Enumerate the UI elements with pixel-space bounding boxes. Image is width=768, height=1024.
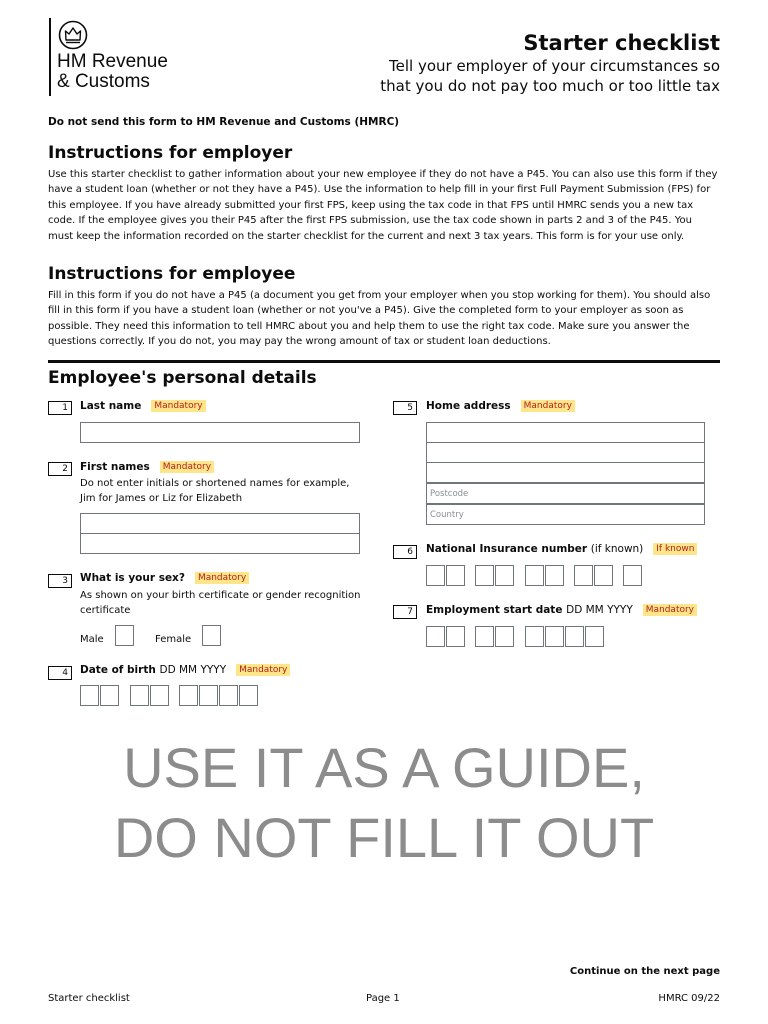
start-date-year-digit[interactable] — [565, 626, 584, 647]
sex-label — [80, 572, 249, 584]
employee-instructions-heading: Instructions for employee — [48, 264, 296, 284]
mandatory-badge: Mandatory — [236, 664, 290, 676]
male-checkbox[interactable] — [115, 625, 134, 646]
mandatory-badge: Mandatory — [521, 400, 575, 412]
ni-number-char[interactable] — [623, 565, 642, 586]
first-names-hint: Do not enter initials or shortened names for example, Jim for James or Liz for Elizabeth — [80, 478, 350, 504]
employment-start-date-label-text: Employment start date — [426, 604, 563, 616]
dob-year-digit[interactable] — [199, 685, 218, 706]
postcode-input[interactable]: Postcode — [426, 483, 705, 504]
watermark-line-1: USE IT AS A GUIDE, — [123, 736, 645, 799]
question-number-2: 2 — [48, 462, 72, 476]
ni-number-qualifier: (if known) — [590, 543, 644, 555]
if-known-badge: If known — [653, 543, 697, 555]
last-name-label-text: Last name — [80, 400, 142, 412]
employment-start-date-label — [426, 604, 697, 616]
dob-year-digit[interactable] — [179, 685, 198, 706]
sex-hint: As shown on your birth certificate or gender recognition certificate — [80, 590, 361, 616]
continue-next-page: Continue on the next page — [569, 966, 720, 977]
last-name-input[interactable] — [80, 422, 360, 443]
employee-instructions-text: Fill in this form if you do not have a P45 (a document you get from your employer when you stop working for them). You should also fill in this form if you have a student loan (whether or not you've a P45). Give the completed form to your employer as soon as possible. They need this information to tell HMRC about you and help them to use the right tax code. Make sure you answer the questions correctly. If you do not, you may pay the wrong amount of tax or student loan deductions. — [48, 290, 711, 348]
question-number-1: 1 — [48, 401, 72, 415]
first-names-label-text: First names — [80, 461, 150, 473]
footer-form-name: Starter checklist — [48, 993, 130, 1004]
mandatory-badge: Mandatory — [151, 400, 205, 412]
female-option-label: Female — [155, 634, 192, 645]
female-checkbox[interactable] — [202, 625, 221, 646]
last-name-label — [80, 400, 206, 412]
dob-year-digit[interactable] — [219, 685, 238, 706]
ni-number-label-text: National Insurance number — [426, 543, 588, 555]
start-date-year-digit[interactable] — [545, 626, 564, 647]
ni-number-label — [426, 543, 697, 555]
personal-details-heading: Employee's personal details — [48, 368, 317, 388]
date-of-birth-label — [80, 664, 290, 676]
logo-rule — [49, 18, 51, 96]
male-option-label: Male — [80, 634, 104, 645]
footer-page-number: Page 1 — [366, 993, 400, 1004]
address-line-3-input[interactable] — [426, 462, 705, 483]
first-names-label — [80, 461, 214, 473]
hmrc-logo-text: HM Revenue & Customs — [57, 51, 168, 92]
question-number-7: 7 — [393, 605, 417, 619]
mandatory-badge: Mandatory — [195, 572, 249, 584]
footer-form-code: HMRC 09/22 — [658, 993, 720, 1004]
ni-number-char[interactable] — [426, 565, 445, 586]
ni-number-char[interactable] — [574, 565, 593, 586]
question-number-5: 5 — [393, 401, 417, 415]
start-date-month-digit[interactable] — [475, 626, 494, 647]
dob-month-digit[interactable] — [150, 685, 169, 706]
address-line-1-input[interactable] — [426, 422, 705, 443]
sex-label-text: What is your sex? — [80, 572, 185, 584]
ni-number-char[interactable] — [446, 565, 465, 586]
dob-day-digit[interactable] — [100, 685, 119, 706]
question-number-6: 6 — [393, 545, 417, 559]
employer-instructions-text: Use this starter checklist to gather information about your new employee if they do not have a P45. You can also use this form if they have a student loan (whether or not they have a P45). Use the information to help fill in your first Full Payment Submission (FPS) for this employee. If you have already submitted your first FPS, keep using the tax code in that FPS until HMRC sends you a new tax code. If the employee gives you their P45 after the first FPS submission, use the tax code shown in parts 2 and 3 of the P45. You must keep the information recorded on the starter checklist for the current and next 3 tax years. This form is for your use only. — [48, 169, 718, 242]
first-names-input-line-2[interactable] — [80, 533, 360, 554]
ni-number-char[interactable] — [495, 565, 514, 586]
employment-start-date-format: DD MM YYYY — [566, 604, 633, 616]
start-date-day-digit[interactable] — [446, 626, 465, 647]
dob-month-digit[interactable] — [130, 685, 149, 706]
first-names-input-line-1[interactable] — [80, 513, 360, 534]
do-not-send-notice: Do not send this form to HM Revenue and Customs (HMRC) — [48, 116, 400, 128]
start-date-day-digit[interactable] — [426, 626, 445, 647]
question-number-3: 3 — [48, 574, 72, 588]
start-date-year-digit[interactable] — [585, 626, 604, 647]
mandatory-badge: Mandatory — [160, 461, 214, 473]
ni-number-char[interactable] — [594, 565, 613, 586]
date-of-birth-label-text: Date of birth — [80, 664, 156, 676]
home-address-label — [426, 400, 575, 412]
ni-number-char[interactable] — [545, 565, 564, 586]
section-divider — [48, 360, 720, 363]
start-date-year-digit[interactable] — [525, 626, 544, 647]
watermark-line-2: DO NOT FILL IT OUT — [113, 806, 655, 869]
dob-day-digit[interactable] — [80, 685, 99, 706]
ni-number-char[interactable] — [475, 565, 494, 586]
home-address-label-text: Home address — [426, 400, 511, 412]
page-title: Starter checklist — [523, 31, 720, 55]
mandatory-badge: Mandatory — [643, 604, 697, 616]
country-input[interactable]: Country — [426, 504, 705, 525]
question-number-4: 4 — [48, 666, 72, 680]
date-of-birth-format: DD MM YYYY — [159, 664, 227, 676]
royal-crest-icon — [57, 20, 89, 50]
ni-number-char[interactable] — [525, 565, 544, 586]
start-date-month-digit[interactable] — [495, 626, 514, 647]
address-line-2-input[interactable] — [426, 442, 705, 463]
page-subtitle: Tell your employer of your circumstances so that you do not pay too much or too little tax — [380, 57, 720, 95]
employer-instructions-heading: Instructions for employer — [48, 143, 293, 163]
dob-year-digit[interactable] — [239, 685, 258, 706]
